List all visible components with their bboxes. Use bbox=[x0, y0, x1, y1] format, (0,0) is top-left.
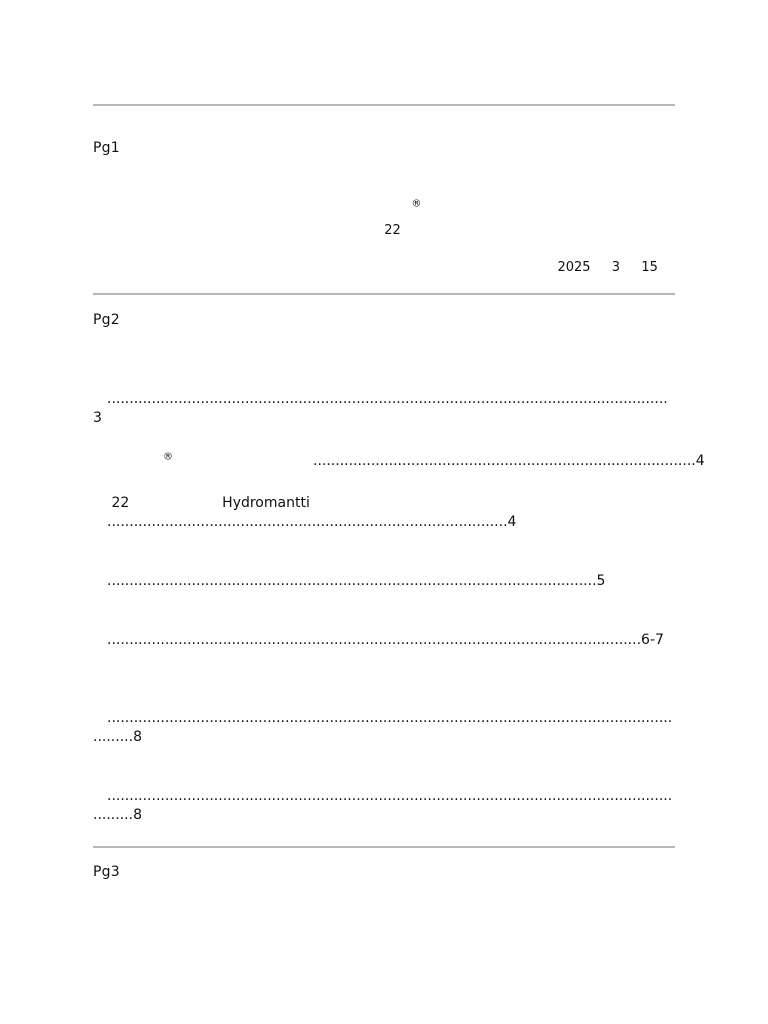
section-title bbox=[93, 884, 675, 905]
page-divider bbox=[93, 846, 675, 848]
toc-title bbox=[93, 331, 675, 352]
toc-leader-dots: .......................................................................................... bbox=[107, 514, 508, 530]
toc-page-number: 5 bbox=[596, 573, 606, 589]
toc-entry-heading bbox=[93, 612, 675, 631]
cover-title-line-3: 22 bbox=[367, 223, 522, 238]
cover-title-line-2-rest bbox=[422, 201, 517, 216]
toc-entry[interactable] bbox=[93, 690, 675, 747]
toc-page-number: 4 bbox=[695, 453, 705, 469]
registered-mark: ® bbox=[411, 198, 422, 210]
page-divider bbox=[93, 293, 675, 295]
toc-entry-lead bbox=[93, 573, 107, 589]
toc-entry[interactable] bbox=[93, 768, 675, 825]
registered-mark: ® bbox=[163, 451, 173, 463]
toc-entry-heading bbox=[93, 453, 163, 469]
toc-leader-dots: ........................................................................................................................ bbox=[107, 632, 642, 648]
toc-entry-lead bbox=[93, 632, 107, 648]
toc-entry-lead bbox=[93, 710, 107, 726]
toc-entry[interactable] bbox=[93, 494, 675, 532]
page-label-1: Pg1 bbox=[93, 140, 120, 156]
toc-entry-heading-rest bbox=[173, 453, 313, 469]
toc-page-number: 3 bbox=[93, 410, 102, 426]
toc-entry[interactable] bbox=[93, 612, 675, 650]
toc-entry[interactable] bbox=[93, 451, 705, 471]
toc-leader-dots: .............................................................................................................................. bbox=[107, 391, 668, 407]
toc-page-number: 8 bbox=[133, 729, 142, 745]
toc-entry[interactable] bbox=[93, 553, 675, 591]
toc-entry-lead bbox=[93, 788, 107, 804]
toc-entry-lead bbox=[93, 391, 107, 407]
page-label-2: Pg2 bbox=[93, 312, 120, 328]
toc-leader-dots: ........................................................................................................................................ bbox=[93, 788, 673, 823]
document-date: 2025 3 15 bbox=[557, 260, 675, 275]
cover-title-line-1 bbox=[93, 175, 675, 194]
toc-entry-heading: 22 Hydromantti bbox=[93, 495, 329, 511]
toc-entry[interactable] bbox=[93, 371, 675, 428]
cover-title-line-2-text bbox=[346, 201, 411, 216]
toc-leader-dots: ........................................................................................................................................ bbox=[93, 710, 673, 745]
toc-page-number: 8 bbox=[133, 807, 142, 823]
toc-entry-heading bbox=[93, 553, 675, 572]
toc-entry-heading bbox=[93, 690, 675, 709]
toc-entry-heading bbox=[93, 371, 675, 390]
toc-page-number: 6-7 bbox=[641, 632, 664, 648]
page-divider bbox=[93, 104, 675, 106]
page-label-3: Pg3 bbox=[93, 864, 120, 880]
toc-entry-heading bbox=[93, 768, 675, 787]
toc-leader-dots: ...................................................................................... bbox=[313, 453, 696, 469]
toc-entry-lead bbox=[93, 514, 107, 530]
toc-leader-dots: .............................................................................................................. bbox=[107, 573, 597, 589]
toc-page-number: 4 bbox=[507, 514, 517, 530]
cover-title-line-2 bbox=[93, 197, 675, 216]
